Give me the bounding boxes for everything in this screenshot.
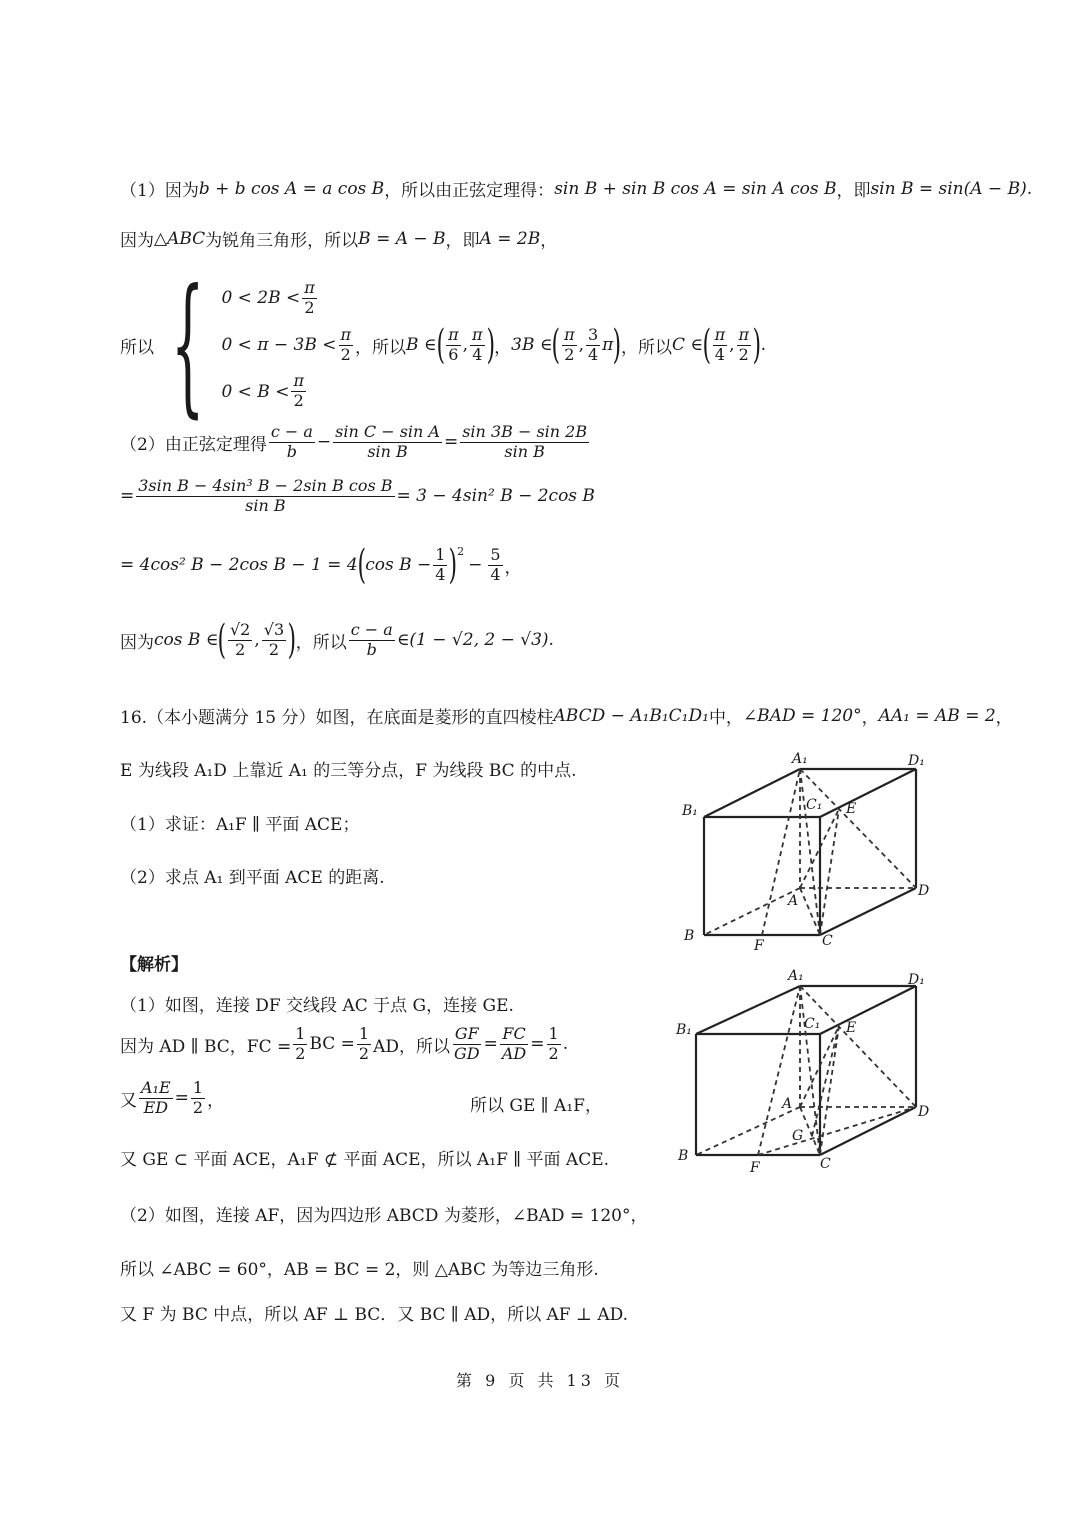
q16-line3: （1）求证：A₁F ∥ 平面 ACE；	[120, 815, 360, 835]
fraction: $\frac{\text{A₁E}}{ED}$	[141, 1078, 171, 1117]
text: （2）由正弦定理得	[120, 434, 267, 455]
equation: A = 2B	[479, 228, 541, 249]
equation: 0 < 2B <	[221, 288, 301, 309]
vertex-label: C₁	[804, 1016, 821, 1032]
q16-line4: （2）求点 A₁ 到平面 ACE 的距离.	[120, 868, 385, 888]
text: ，所以由正弦定理得：	[384, 181, 555, 201]
text: ，	[494, 337, 512, 358]
sol-line6: 所以 ∠ABC = 60°，AB = BC = 2，则 △ABC 为等边三角形.	[120, 1260, 599, 1280]
vertex-label: A	[782, 1096, 793, 1112]
vertex-label: D₁	[908, 753, 925, 769]
fraction: $\frac{\pi}{2}$	[293, 371, 304, 411]
text: ，所以	[620, 337, 672, 358]
text: ，	[861, 708, 879, 728]
fraction: $\frac{1}{2}$	[548, 1024, 559, 1063]
fraction: $\frac{\pi}{2}$	[738, 324, 750, 364]
fraction: $\frac{1}{4}$	[435, 544, 446, 584]
part2-line2: = $\frac{\text{3sin B − 4sin³ B − 2sin B cos B}}{\text{sin B}}$ = 3 − 4sin² B − 2cos B	[120, 476, 595, 515]
vertex-label: A	[788, 893, 799, 909]
vertex-label: E	[846, 1020, 857, 1036]
text: ，所以	[355, 337, 407, 358]
text: 中，	[708, 708, 743, 728]
system-row: 0 < π − 3B < $\frac{\pi}{2}$ ，所以 B ∈ ( $\frac{\pi}{6}$ , $\frac{\pi}{4}$ ) ， 3B ∈ ( $\frac{\pi}{2}$ , $\frac{3}{4}$ π ) ，所以 C ∈ ( $\frac{\pi}{4}$ , $\frac{\pi}{2}$ ) .	[221, 322, 767, 368]
equation: AA₁ = AB = 2	[878, 705, 996, 726]
sol-line2: 因为 AD ∥ BC，FC = $\frac{1}{2}$ BC = $\frac{1}{2}$ AD，所以 $\frac{GF}{GD}$ = $\frac{FC}{AD}$ = $\frac{1}{2}$ .	[120, 1024, 569, 1063]
vertex-label: D	[918, 1104, 930, 1120]
q16-line1	[120, 703, 1013, 728]
equation: B = A − B	[358, 228, 446, 249]
equation: B ∈	[406, 335, 437, 355]
vertex-label: D₁	[908, 972, 925, 988]
vertex-label: A₁	[788, 968, 804, 984]
fraction: $\frac{c - a}{b}$	[270, 422, 313, 461]
vertex-label: C	[822, 933, 833, 949]
fraction: $\frac{\text{3sin B − 4sin³ B − 2sin B cos B}}{\text{sin B}}$	[138, 476, 393, 515]
equation: 0 < π − 3B <	[221, 335, 337, 355]
sol-line1: （1）如图，连接 DF 交线段 AC 于点 G，连接 GE.	[120, 996, 514, 1016]
fraction: $\frac{\text{sin C − sin A}}{\text{sin B}}$	[335, 422, 440, 461]
fraction: $\frac{\pi}{2}$	[340, 324, 352, 364]
fraction: $\frac{1}{2}$	[358, 1024, 370, 1063]
prism-figure-1	[670, 745, 940, 955]
sol-line7: 又 F 为 BC 中点，所以 AF ⊥ BC．又 BC ∥ AD，所以 AF ⊥ AD.	[120, 1305, 629, 1325]
fraction: $\frac{\pi}{2}$	[304, 278, 315, 317]
vertex-label: F	[754, 938, 764, 954]
equation: △ABC	[154, 228, 206, 249]
text: （1）因为	[120, 181, 199, 201]
text: ，即	[836, 181, 871, 201]
text: 因为	[120, 231, 154, 251]
vertex-label: G	[792, 1128, 804, 1144]
equation: sin B + sin B cos A = sin A cos B	[554, 178, 837, 199]
equation: (1 − √2, 2 − √3).	[409, 630, 554, 650]
part2-line4: 因为 cos B ∈ ( $\frac{√2}{2}$ , $\frac{√3}{2}$ ) ，所以 $\frac{c - a}{b}$ ∈ (1 − √2, 2 − √3).	[120, 617, 554, 663]
fraction: $\frac{GF}{GD}$	[454, 1024, 480, 1063]
equation: C ∈	[671, 335, 703, 355]
sol-line3-right: 所以 GE ∥ A₁F，	[470, 1096, 602, 1116]
text: ，	[540, 231, 558, 251]
fraction: $\frac{5}{4}$	[490, 544, 501, 584]
fraction: $\frac{FC}{AD}$	[501, 1024, 527, 1063]
text: ，	[995, 708, 1013, 728]
part1-line1	[120, 176, 1032, 201]
equation: b + b cos A = a cos B	[198, 178, 385, 199]
fraction: $\frac{√2}{2}$	[229, 619, 251, 659]
fraction: $\frac{1}{2}$	[295, 1024, 306, 1063]
text: ，所以	[295, 632, 347, 653]
equation: 3B ∈	[511, 335, 553, 355]
equation: sin B = sin(A − B).	[870, 178, 1033, 199]
part2-line3: = 4cos² B − 2cos B − 1 = 4 ( cos B − $\frac{1}{4}$ ) $^2$ − $\frac{5}{4}$ ，	[120, 542, 522, 588]
equation: 0 < B <	[221, 381, 290, 402]
vertex-label: B₁	[682, 803, 698, 819]
part1-line2	[120, 226, 557, 251]
fraction: $\frac{\pi}{6}$	[448, 324, 459, 364]
left-brace: {	[171, 258, 205, 432]
text: 16.（本小题满分 15 分）如图，在底面是菱形的直四棱柱	[120, 708, 554, 728]
text: ，即	[445, 231, 480, 251]
vertex-label: B	[684, 928, 695, 944]
text: 为锐角三角形，所以	[205, 231, 359, 251]
vertex-label: C₁	[806, 797, 823, 813]
equation: = 4cos² B − 2cos B − 1 = 4	[120, 555, 358, 575]
fraction: $\frac{1}{2}$	[192, 1078, 204, 1117]
vertex-label: A₁	[792, 751, 808, 767]
q16-line2: E 为线段 A₁D 上靠近 A₁ 的三等分点，F 为线段 BC 的中点.	[120, 761, 577, 781]
fraction: $\frac{\sin 3B - \sin 2B}{\text{sin B}}$	[462, 422, 588, 461]
sol-line4: 又 GE ⊂ 平面 ACE，A₁F ⊄ 平面 ACE，所以 A₁F ∥ 平面 ACE.	[120, 1150, 610, 1170]
equation: ∠BAD = 120°	[742, 705, 862, 726]
fraction: $\frac{\pi}{2}$	[564, 324, 575, 364]
system-row	[221, 373, 766, 410]
sol-line5: （2）如图，连接 AF，因为四边形 ABCD 为菱形，∠BAD = 120°，	[120, 1206, 648, 1226]
solution-header: 【解析】	[120, 955, 188, 975]
part2-line1: （2）由正弦定理得 $\frac{c - a}{b}$ − $\frac{\text{sin C − sin A}}{\text{sin B}}$ = $\frac{\sin 3B - \sin 2B}{\text{sin B}}$	[120, 422, 588, 461]
equation: ABCD − A₁B₁C₁D₁	[553, 705, 709, 726]
vertex-label: B	[678, 1148, 689, 1164]
fraction: $\frac{c - a}{b}$	[350, 619, 393, 659]
inequality-system	[120, 258, 767, 432]
fraction: $\frac{\pi}{4}$	[472, 324, 483, 364]
vertex-label: F	[750, 1160, 760, 1176]
fraction: $\frac{√3}{2}$	[263, 619, 285, 659]
prism-figure-2	[670, 962, 940, 1177]
vertex-label: C	[820, 1156, 831, 1172]
text: 因为	[120, 632, 154, 653]
vertex-label: B₁	[676, 1022, 692, 1038]
sol-line3: 又 $\frac{\text{A₁E}}{ED}$ = $\frac{1}{2}$ ，	[120, 1078, 225, 1117]
vertex-label: D	[918, 883, 930, 899]
fraction: $\frac{3}{4}$	[587, 324, 599, 364]
equation: = 3 − 4sin² B − 2cos B	[396, 486, 595, 507]
system-rows	[221, 280, 766, 410]
vertex-label: E	[846, 801, 857, 817]
text: 所以	[120, 337, 154, 358]
fraction: $\frac{\pi}{4}$	[714, 324, 726, 364]
system-row	[221, 280, 766, 317]
page-footer: 第 9 页 共 13 页	[456, 1371, 624, 1390]
